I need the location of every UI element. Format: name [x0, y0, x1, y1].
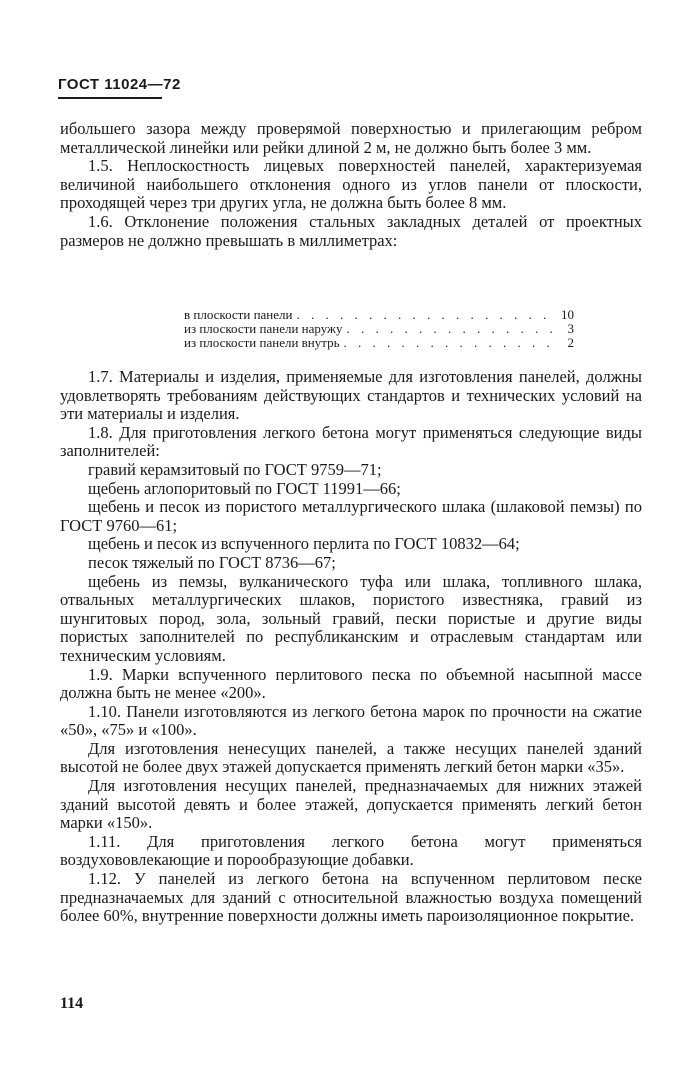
- list-item: щебень из пемзы, вулканического туфа или шлака, топливного шлака, отвальных металлургических шлаков, пористого известняка, гравий из шунгитовых пород, зола, зольный гравий, пески пористые и другие виды пористых заполнителей по республиканским и отраслевым стандартам или техническим условиям.: [60, 571, 642, 665]
- paragraph-1-7: 1.7. Материалы и изделия, применяемые для изготовления панелей, должны удовлетворять требованиям действующих стандартов и технических условий на эти материалы и изделия.: [60, 367, 642, 424]
- paragraph-1-8: 1.8. Для приготовления легкого бетона могут применяться следующие виды заполнителей:: [60, 422, 642, 461]
- paragraph: Для изготовления ненесущих панелей, а также несущих панелей зданий высотой не более двух этажей допускается применять легкий бетон марки «35».: [60, 738, 642, 777]
- paragraph-1-10: 1.10. Панели изготовляются из легкого бетона марок по прочности на сжатие «50», «75» и «100».: [60, 701, 642, 740]
- text-block-top: [60, 120, 642, 250]
- deviation-row: [184, 336, 574, 350]
- leader-dots: [296, 308, 556, 322]
- deviation-value: 2: [567, 335, 574, 351]
- page-number: 114: [60, 995, 84, 1012]
- leader-dots: [344, 336, 556, 350]
- paragraph-1-11: 1.11. Для приготовления легкого бетона могут применяться воздухововлекающие и порообразующие добавки.: [60, 831, 642, 870]
- deviation-row: [184, 322, 574, 336]
- paragraph-1-6: 1.6. Отклонение положения стальных закладных деталей от проектных размеров не должно превышать в миллиметрах:: [60, 211, 642, 250]
- list-item: щебень и песок из вспученного перлита по ГОСТ 10832—64;: [88, 534, 520, 554]
- paragraph-1-12: 1.12. У панелей из легкого бетона на вспученном перлитовом песке предназначаемых для зданий с относительной влажностью воздуха помещений более 60%, внутренние поверхности должны иметь пароизоляционное покрытие.: [60, 869, 642, 926]
- deviation-row: [184, 308, 574, 322]
- deviation-table: [60, 302, 642, 357]
- text-block-main: [60, 368, 642, 926]
- header-rule: [58, 97, 162, 99]
- deviation-value: 10: [561, 307, 574, 322]
- deviation-label: из плоскости панели наружу: [184, 321, 343, 337]
- paragraph-continuation: ибольшего зазора между проверямой поверхностью и прилегающим ребром металлической линейки или рейки длиной 2 м, не должно быть более 3 мм.: [60, 119, 642, 157]
- list-item: щебень аглопоритовый по ГОСТ 11991—66;: [88, 478, 401, 498]
- paragraph-1-9: 1.9. Марки вспученного перлитового песка по объемной насыпной массе должна быть не менее «200».: [60, 664, 642, 703]
- deviation-label: в плоскости панели: [184, 307, 293, 322]
- deviation-value: 3: [567, 321, 574, 337]
- deviation-label: из плоскости панели внутрь: [184, 335, 340, 351]
- list-item: песок тяжелый по ГОСТ 8736—67;: [88, 552, 336, 572]
- list-item: щебень и песок из пористого металлургического шлака (шлаковой пемзы) по ГОСТ 9760—61;: [60, 497, 642, 535]
- list-item: гравий керамзитовый по ГОСТ 9759—71;: [88, 459, 382, 479]
- document-header: ГОСТ 11024—72: [58, 76, 181, 93]
- paragraph: Для изготовления несущих панелей, предназначаемых для нижних этажей зданий высотой девять и более этажей, допускается применять легкий бетон марки «150».: [60, 776, 642, 833]
- paragraph-1-5: 1.5. Неплоскостность лицевых поверхностей панелей, характеризуемая величиной наибольшего отклонения одного из углов панели от плоскости, проходящей через три других угла, не должна быть более 8 мм.: [60, 156, 642, 213]
- leader-dots: [347, 322, 556, 336]
